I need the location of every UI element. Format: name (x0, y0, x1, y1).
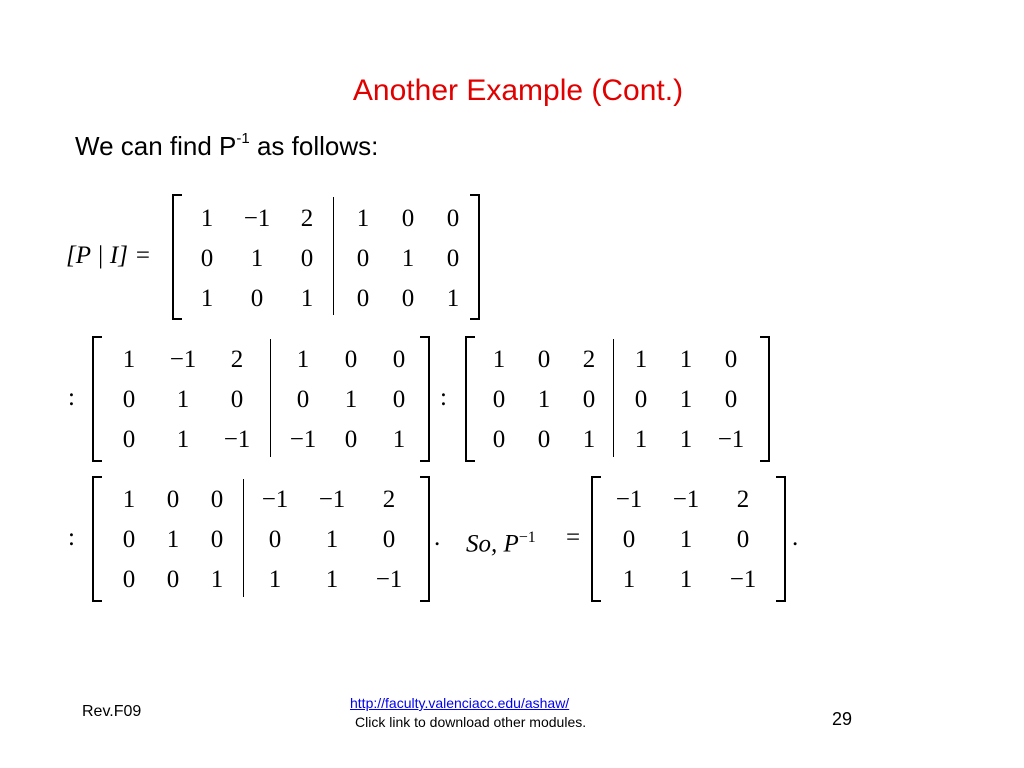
eq1-right-matrix-cell: 1 (356, 205, 370, 232)
eq2-left-matrix-cell: 0 (122, 426, 136, 453)
eq3-left-matrix-cell: 0 (492, 386, 506, 413)
eq4-suffix: . (434, 524, 441, 551)
eq4-right-matrix-cell: 1 (325, 566, 339, 593)
eq5-matrix-cell: 0 (622, 526, 636, 553)
eq1-right-matrix-cell: 0 (401, 205, 415, 232)
eq2-left-matrix-cell: 2 (230, 346, 244, 373)
eq3-right-matrix-cell: 1 (679, 426, 693, 453)
eq4-right-matrix-cell: 0 (382, 526, 396, 553)
eq2-right-matrix-cell: 0 (344, 426, 358, 453)
eq5-matrix-cell: 1 (622, 566, 636, 593)
eq3-right-matrix-cell: 1 (679, 346, 693, 373)
eq4-left-matrix-cell: 0 (166, 566, 180, 593)
eq3-right-matrix-cell: 0 (724, 386, 738, 413)
eq5-matrix-cell: 1 (679, 566, 693, 593)
eq4-left-matrix-cell: 0 (210, 526, 224, 553)
eq3-right-matrix-cell: −1 (717, 426, 745, 453)
eq4-left-matrix-cell: 0 (166, 486, 180, 513)
eq4-left-matrix-cell: 1 (166, 526, 180, 553)
eq1-right-matrix-cell: 0 (446, 205, 460, 232)
eq1-left-matrix-cell: 2 (300, 205, 314, 232)
download-note: Click link to download other modules. (355, 714, 587, 730)
eq5-bracket-right (776, 476, 786, 602)
eq2-left-matrix-cell: −1 (223, 426, 251, 453)
eq1-right-matrix-cell: 0 (401, 285, 415, 312)
eq4-right-matrix-cell: 1 (325, 526, 339, 553)
eq5-suffix: . (792, 524, 799, 551)
eq5-bracket-left (591, 476, 601, 602)
eq2-left-matrix-cell: 0 (122, 386, 136, 413)
eq1-left-matrix-cell: 1 (250, 245, 264, 272)
eq4-right-matrix-cell: −1 (375, 566, 403, 593)
eq2-left-matrix-cell: 1 (122, 346, 136, 373)
eq4-bracket-left (92, 476, 102, 602)
eq4-left-matrix-cell: 0 (122, 566, 136, 593)
eq4-prefix: : (68, 524, 75, 551)
eq3-right-matrix-cell: 1 (634, 426, 648, 453)
eq1-bracket-left (172, 194, 182, 320)
eq3-prefix: : (440, 384, 447, 411)
eq2-bracket-left (92, 336, 102, 462)
eq4-right-matrix-cell: 1 (268, 566, 282, 593)
eq3-left-matrix-cell: 1 (492, 346, 506, 373)
eq2-left-matrix-cell: 1 (176, 386, 190, 413)
eq5-prefix: So, $P^{-1}$ (466, 529, 536, 558)
eq5-equals: = (566, 524, 581, 551)
eq2-right-matrix-cell: 1 (392, 426, 406, 453)
eq1-divider (333, 197, 334, 315)
page-number: 29 (832, 709, 853, 729)
eq3-left-matrix-cell: 1 (582, 426, 596, 453)
eq1-left-matrix-cell: 0 (200, 245, 214, 272)
eq1-left-matrix-cell: 1 (200, 205, 214, 232)
eq1-right-matrix-cell: 0 (356, 285, 370, 312)
eq5-matrix-cell: 1 (679, 526, 693, 553)
eq3-right-matrix-cell: 1 (679, 386, 693, 413)
eq5-matrix-cell: −1 (729, 566, 757, 593)
eq4-bracket-right (420, 476, 430, 602)
eq5-matrix-cell: −1 (672, 486, 700, 513)
eq5-superscript: −1 (518, 529, 536, 546)
eq2-left-matrix-cell: 1 (176, 426, 190, 453)
eq2-right-matrix-cell: 1 (344, 386, 358, 413)
eq2-right-matrix-cell: 0 (344, 346, 358, 373)
eq1-right-matrix-cell: 1 (401, 245, 415, 272)
eq2-right-matrix-cell: −1 (289, 426, 317, 453)
eq1-left-matrix-cell: 0 (250, 285, 264, 312)
eq1-left-matrix-cell: 1 (200, 285, 214, 312)
eq4-left-matrix-cell: 1 (122, 486, 136, 513)
eq2-left-matrix-cell: −1 (169, 346, 197, 373)
eq4-divider (243, 479, 244, 597)
eq3-left-matrix-cell: 0 (537, 426, 551, 453)
eq5-matrix-cell: 2 (736, 486, 750, 513)
eq4-left-matrix-cell: 1 (210, 566, 224, 593)
eq3-right-matrix-cell: 0 (724, 346, 738, 373)
eq1-left-matrix-cell: 1 (300, 285, 314, 312)
eq2-prefix: : (68, 384, 75, 411)
intro-text (75, 131, 378, 162)
eq2-left-matrix-cell: 0 (230, 386, 244, 413)
eq1-right-matrix-cell: 0 (446, 245, 460, 272)
eq5-matrix-cell: −1 (615, 486, 643, 513)
eq1-right-matrix-cell: 0 (356, 245, 370, 272)
eq5-matrix-cell: 0 (736, 526, 750, 553)
eq4-right-matrix-cell: −1 (318, 486, 346, 513)
eq2-right-matrix-cell: 0 (296, 386, 310, 413)
eq2-divider (270, 339, 271, 457)
eq2-right-matrix-cell: 0 (392, 386, 406, 413)
eq2-right-matrix-cell: 0 (392, 346, 406, 373)
eq1-left-matrix-cell: 0 (300, 245, 314, 272)
eq3-left-matrix-cell: 1 (537, 386, 551, 413)
slide-title: Another Example (Cont.) (352, 74, 684, 107)
eq3-left-matrix-cell: 2 (582, 346, 596, 373)
eq4-right-matrix-cell: 2 (382, 486, 396, 513)
eq3-left-matrix-cell: 0 (492, 426, 506, 453)
revision-label: Rev.F09 (82, 703, 142, 720)
intro-suffix: as follows: (249, 131, 379, 161)
eq3-left-matrix-cell: 0 (537, 346, 551, 373)
eq1-right-matrix-cell: 1 (446, 285, 460, 312)
eq1-lhs: [P | I] = (66, 242, 152, 269)
intro-prefix: We can find P (75, 131, 237, 161)
eq1-left-matrix-cell: −1 (243, 205, 271, 232)
eq4-left-matrix-cell: 0 (122, 526, 136, 553)
eq4-right-matrix-cell: −1 (261, 486, 289, 513)
eq3-right-matrix-cell: 1 (634, 346, 648, 373)
eq3-left-matrix-cell: 0 (582, 386, 596, 413)
eq4-right-matrix-cell: 0 (268, 526, 282, 553)
eq3-right-matrix-cell: 0 (634, 386, 648, 413)
eq2-right-matrix-cell: 1 (296, 346, 310, 373)
eq4-left-matrix-cell: 0 (210, 486, 224, 513)
intro-superscript: -1 (236, 130, 250, 148)
faculty-link[interactable]: http://faculty.valenciacc.edu/ashaw/ (350, 695, 570, 711)
eq3-bracket-right (760, 336, 770, 462)
